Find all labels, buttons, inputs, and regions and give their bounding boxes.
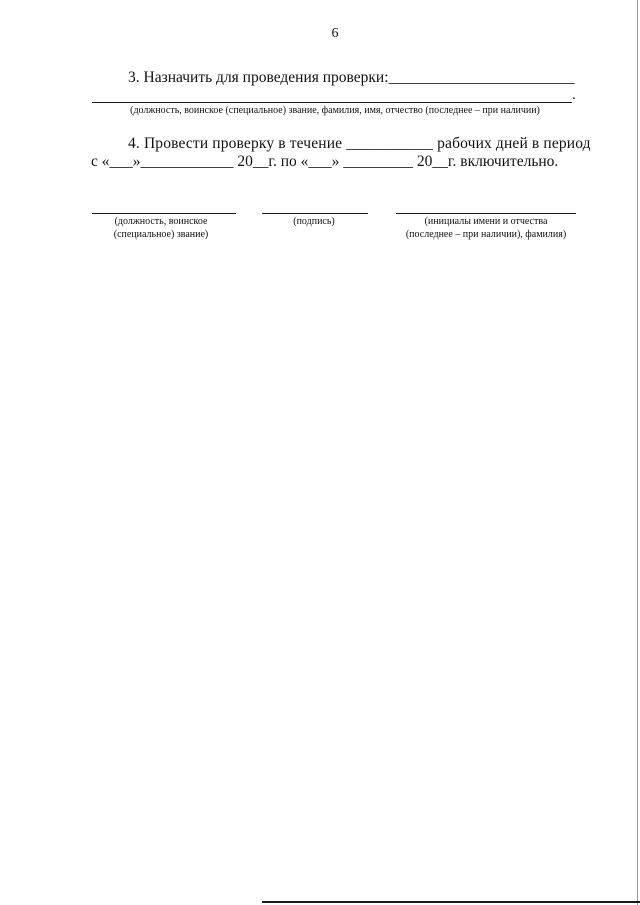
item-4-line-2: с «___»____________ 20__г. по «___» _________ 20__г. включительно. [91,153,559,170]
item-3-fill-line [92,102,572,103]
page-edge-right [637,0,638,905]
position-signature-line [92,213,236,214]
name-signature-line [396,213,576,214]
item-3-text: 3. Назначить для проведения проверки:________________________ [128,69,575,86]
position-caption-line-2: (специальное) звание) [113,229,209,240]
name-caption-line-2: (последнее – при наличии), фамилия) [405,229,567,240]
item-4-line-1: 4. Провести проверку в течение ___________ рабочих дней в период [128,135,591,152]
position-caption-line-1: (должность, воинское [114,216,208,227]
page-number: 6 [331,26,339,41]
page-edge-bottom [262,901,640,903]
name-caption-line-1: (инициалы имени и отчества [424,216,548,227]
item-3-fill-line-end: . [572,87,576,103]
item-3-caption: (должность, воинское (специальное) звание, фамилия, имя, отчество (последнее – при наличии) [130,105,540,116]
sign-caption: (подпись) [293,216,335,227]
sign-signature-line [262,213,368,214]
